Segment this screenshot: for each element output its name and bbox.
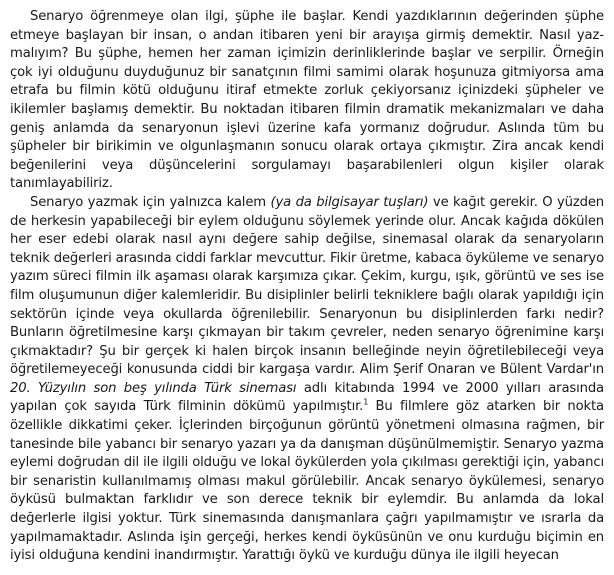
paragraph-2 — [10, 194, 604, 566]
document-page — [10, 8, 604, 566]
paragraph-2-text-c: adlı kitabında 1994 ve 2000 yılları arasında yapılan çok sayıda Türk filminin dökümü yapılmıştır. — [10, 380, 604, 415]
paragraph-2-italic-a: (ya da bilgisayar tuşları) — [270, 194, 429, 210]
paragraph-1-text: Senaryo öğrenmeye olan ilgi, şüphe ile başlar. Kendi yazdıklarının değerinden şüphe etmeye başlayan bir insan, o andan itibaren yeni bir arayışa girmiş demektir. Nasıl yazmalıyım? Bu şüphe, hemen her zaman içimizin derinliklerinde başlar ve serpilir. Örneğin çok iyi olduğunu duyduğunuz bir sanatçının filmi samimi olarak hoşunuza gitmiyorsa ama etrafa bu filmin kötü olduğunu itiraf etmekte zorluk çekiyorsanız içinizdeki şüpheler ve ikilemler başlamış demektir. Bu noktadan itibaren filmin dramatik mekanizmaları ve daha geniş anlamda da senaryonun işlevi üzerine kafa yormanız doğrudur. Aslında tüm bu şüpheler bir birikimin ve olgunlaşmanın sonucu olarak ortaya çıkmıştır. Zira ancak kendi beğenilerini veya düşüncelerini sorgulamayı başarabilenleri olgun kişiler olarak tanımlayabiliriz. — [10, 9, 604, 192]
paragraph-2-text-d: Bu filmlere göz atarken bir nokta özellikle dikkatimi çeker. İçlerinden birçoğunun görüntü yönetmeni olmasına rağmen, bir tanesinde bile yabancı bir senaryo yazarı ya da danışman düşünülmemiştir. Senaryo yazma eylemi doğrudan dil ile ilgili olduğu ve lokal öykülerden yola çıkılması gerektiği için, yabancı bir senaristin kullanılmamış olması makul görülebilir. Ancak senaryo öykülemesi, senaryo öyküsü bulmaktan farklıdır ve son derece teknik bir eylemdir. Bu anlamda da lokal değerlerle ilgisi yoktur. Türk sinemasında danışmanlara çağrı yapılmamıştır ve ısrarla da yapılmamaktadır. Aslında işin gerçeği, herkes kendi öyküsünün ve onu kurduğu biçimin en iyisi olduğuna kendini inandırmıştır. Yarattığı öykü ve kurduğu dünya ile ilgili heyecan — [10, 399, 604, 564]
footnote-marker[interactable]: 1 — [363, 398, 369, 408]
paragraph-2-text-b: ve kağıt gerekir. O yüzden de herkesin yapabileceği bir eylem olduğunu söylemek yerinde olur. Ancak kağıda dökülen her eser edebi olarak nasıl aynı değere sahip değilse, sinemasal olarak da senaryoların teknik değerleri arasında ciddi farklar mevcuttur. Fikir üretme, kabaca öyküleme ve senaryo yazım süreci filmin ilk aşaması olarak karşımıza çıkar. Çekim, kurgu, ışık, görüntü ve ses ise film oluşumunun diğer kalemleridir. Bu disiplinler belirli tekniklere bağlı olarak yapıldığı için sektörün içinde veya okullarda öğrenilebilir. Senaryonun bu disiplinlerden farkı nedir? Bunların öğretilmesine karşı çıkmayan bir takım çevreler, neden senaryo öğrenimine karşı çıkmaktadır? Şu bir gerçek ki halen birçok insanın belleğinde neyin öğretilebileceği veya öğretilemeyeceği konusunda ciddi bir kargaşa vardır. Alim Şerif Onaran ve Bülent Vardar'ın — [10, 194, 605, 378]
paragraph-2-text-a: Senaryo yazmak için yalnızca kalem — [30, 194, 271, 210]
paragraph-2-italic-book-title: 20. Yüzyılın son beş yılında Türk sineması — [10, 380, 297, 396]
paragraph-1 — [10, 8, 604, 194]
